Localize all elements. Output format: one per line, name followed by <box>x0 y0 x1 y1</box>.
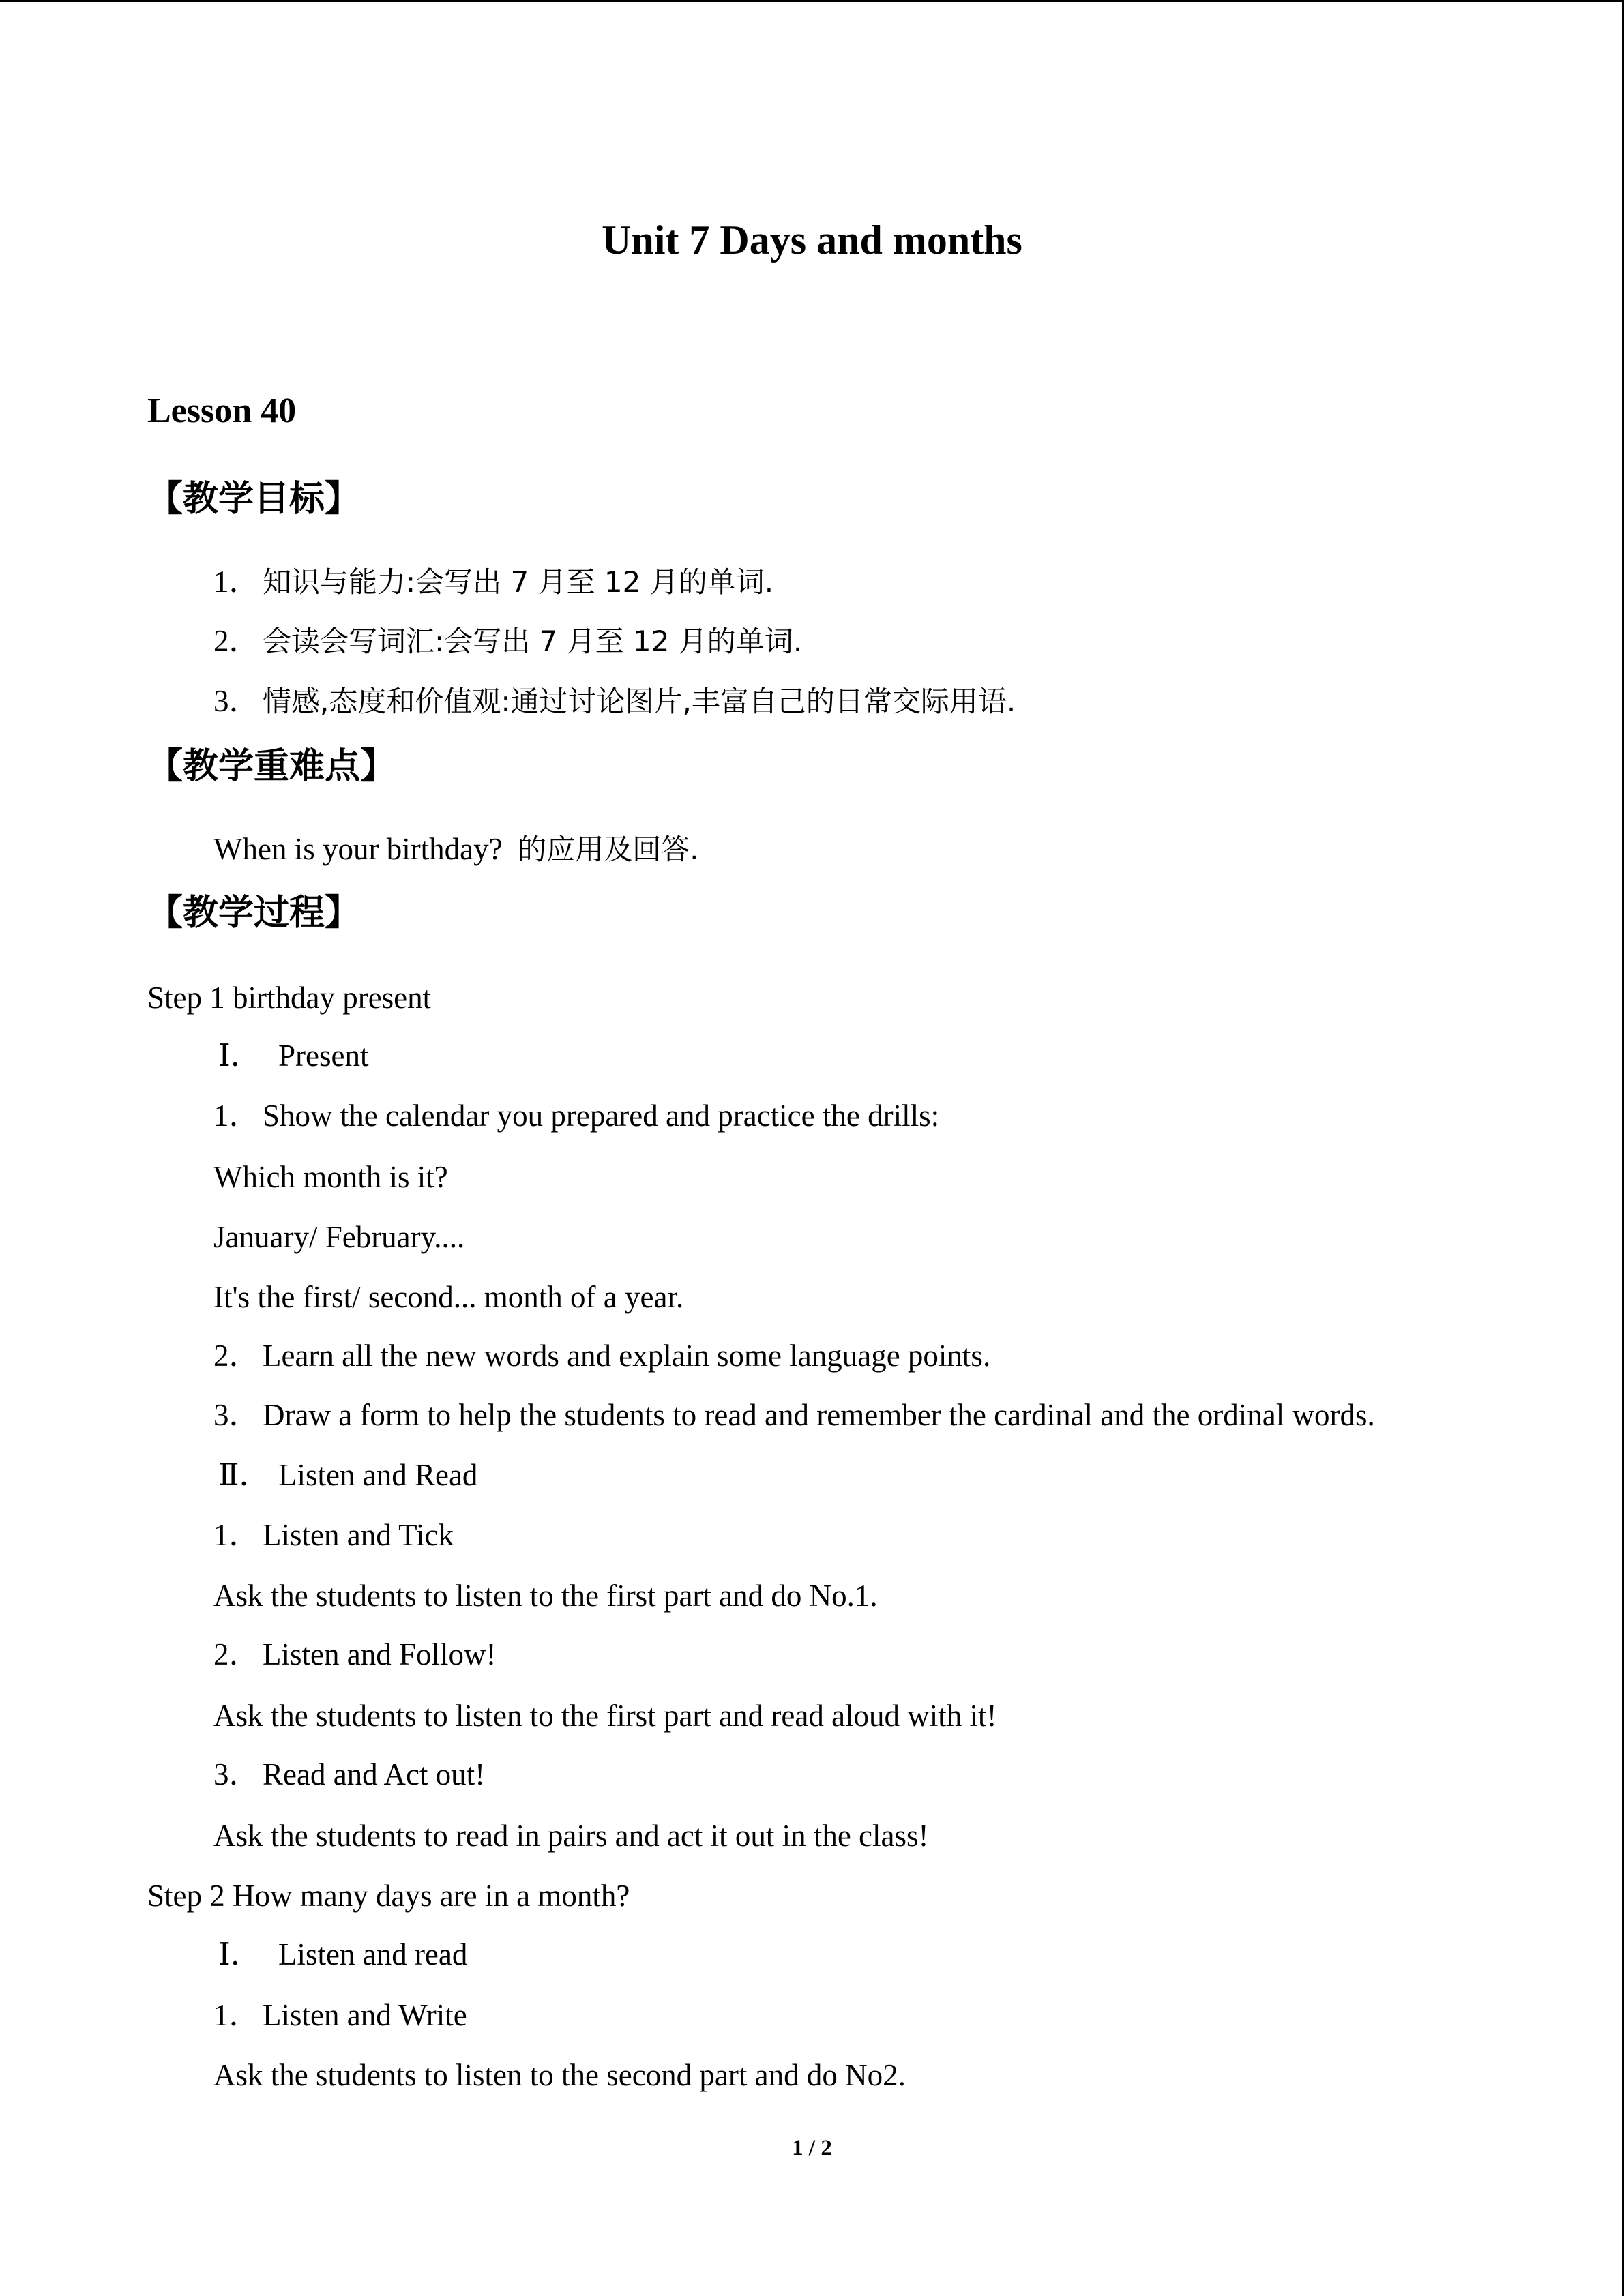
item-number: 1． <box>213 1998 260 2032</box>
item-number: 2． <box>213 1637 260 1671</box>
process-heading: 【教学过程】 <box>147 893 361 934</box>
item-text: Listen and Tick <box>263 1518 454 1552</box>
item-text: Draw a form to help the students to read and remember the cardinal and the ordinal words. <box>263 1398 1375 1432</box>
drill-line: It's the first/ second... month of a year. <box>213 1280 684 1314</box>
part-heading <box>218 1934 467 1975</box>
page-top-border <box>0 0 1624 2</box>
part-number: Ⅰ． <box>218 1937 261 1971</box>
part-heading <box>218 1035 368 1076</box>
objectives-heading: 【教学目标】 <box>147 479 361 520</box>
objective-number: 2． <box>213 624 260 658</box>
objective-text: 情感,态度和价值观:通过讨论图片,丰富自己的日常交际用语. <box>263 685 1016 718</box>
process-item <box>213 1095 939 1136</box>
item-number: 1． <box>213 1099 260 1133</box>
item-number: 2． <box>213 1339 260 1373</box>
item-text: Listen and Follow! <box>263 1637 497 1671</box>
step-heading: Step 1 birthday present <box>147 981 432 1015</box>
keypoints-heading: 【教学重难点】 <box>147 746 396 787</box>
objective-number: 1． <box>213 565 260 599</box>
part-text: Present <box>278 1039 369 1073</box>
lesson-heading: Lesson 40 <box>147 391 297 430</box>
page-number: 1 / 2 <box>792 2136 832 2160</box>
process-item <box>213 1995 467 2036</box>
objective-text: 会读会写词汇:会写出 7 月至 12 月的单词. <box>263 625 803 658</box>
process-item <box>213 1335 990 1376</box>
item-description: Ask the students to listen to the first part and do No.1. <box>213 1579 878 1613</box>
objective-text: 知识与能力:会写出 7 月至 12 月的单词. <box>263 565 774 599</box>
objective-number: 3． <box>213 684 260 718</box>
part-number: Ⅰ． <box>218 1039 261 1073</box>
process-item <box>213 1395 1375 1435</box>
process-item <box>213 1634 496 1675</box>
item-text: Learn all the new words and explain some language points. <box>263 1339 991 1373</box>
item-text: Listen and Write <box>263 1998 467 2032</box>
keypoint-english: When is your birthday? <box>213 832 503 866</box>
item-number: 3． <box>213 1757 260 1791</box>
drill-line: January/ February.... <box>213 1220 465 1254</box>
part-text: Listen and read <box>278 1937 468 1971</box>
step-heading: Step 2 How many days are in a month? <box>147 1879 630 1913</box>
keypoint-chinese: 的应用及回答. <box>518 833 699 866</box>
item-text: Read and Act out! <box>263 1757 486 1791</box>
item-description: Ask the students to listen to the second part and do No2. <box>213 2058 906 2092</box>
item-description: Ask the students to read in pairs and act it out in the class! <box>213 1819 929 1853</box>
objective-item <box>213 561 773 603</box>
part-heading <box>218 1455 477 1495</box>
part-number: Ⅱ． <box>218 1458 270 1492</box>
drill-line: Which month is it? <box>213 1160 448 1194</box>
item-number: 3． <box>213 1398 260 1432</box>
process-item <box>213 1515 454 1555</box>
objective-item <box>213 681 1016 722</box>
process-item <box>213 1754 485 1795</box>
item-description: Ask the students to listen to the first part and read aloud with it! <box>213 1699 997 1733</box>
document-title: Unit 7 Days and months <box>602 218 1022 263</box>
item-number: 1． <box>213 1518 260 1552</box>
part-text: Listen and Read <box>278 1458 478 1492</box>
item-text: Show the calendar you prepared and practice the drills: <box>263 1099 940 1133</box>
keypoint-line <box>213 829 699 870</box>
objective-item <box>213 621 802 662</box>
